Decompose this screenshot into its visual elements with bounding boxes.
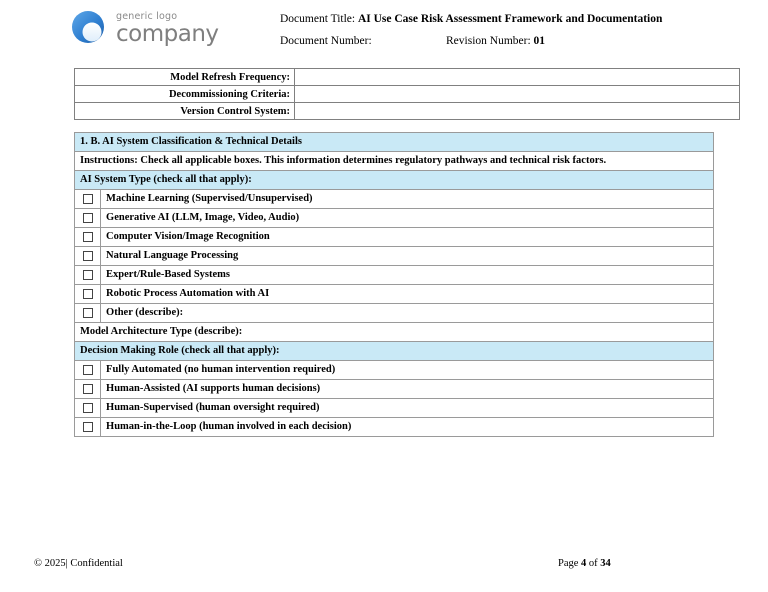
decision-making-role-heading-row (75, 342, 714, 361)
checkbox-icon (83, 270, 93, 280)
ai-system-type-title: AI System Type (check all that apply): (75, 171, 714, 190)
section-heading-row (75, 133, 714, 152)
page-of-label: of (588, 558, 598, 569)
option-label-human-assisted: Human-Assisted (AI supports human decisions) (101, 380, 714, 399)
table-row (75, 418, 714, 437)
option-label-robotic-process-automation: Robotic Process Automation with AI (101, 285, 714, 304)
page-current-number: 4 (581, 558, 587, 569)
table-row (75, 380, 714, 399)
checkbox-generative-ai[interactable] (75, 209, 101, 228)
document-title-line (280, 8, 662, 30)
logo-generic-text: generic logo (116, 11, 178, 23)
page-total-number: 34 (600, 558, 611, 569)
model-architecture-row (75, 323, 714, 342)
option-label-expert-rule-based-systems: Expert/Rule-Based Systems (101, 266, 714, 285)
checkbox-icon (83, 365, 93, 375)
document-title-label: Document Title: (280, 13, 356, 25)
instructions-row (75, 152, 714, 171)
checkbox-computer-vision[interactable] (75, 228, 101, 247)
checkbox-icon (83, 289, 93, 299)
option-label-fully-automated: Fully Automated (no human intervention required) (101, 361, 714, 380)
ai-system-classification-table (74, 132, 714, 437)
checkbox-icon (83, 422, 93, 432)
option-label-machine-learning: Machine Learning (Supervised/Unsupervised) (101, 190, 714, 209)
table-row (75, 247, 714, 266)
model-architecture-label[interactable]: Model Architecture Type (describe): (75, 323, 714, 342)
meta-label-model-refresh-frequency: Model Refresh Frequency: (75, 69, 295, 86)
checkbox-expert-rule-based-systems[interactable] (75, 266, 101, 285)
checkbox-icon (83, 384, 93, 394)
option-label-generative-ai: Generative AI (LLM, Image, Video, Audio) (101, 209, 714, 228)
document-header (0, 0, 768, 62)
table-row (75, 190, 714, 209)
checkbox-icon (83, 194, 93, 204)
checkbox-icon (83, 213, 93, 223)
table-row (75, 266, 714, 285)
checkbox-natural-language-processing[interactable] (75, 247, 101, 266)
meta-value-version-control-system[interactable] (295, 103, 740, 120)
table-row (75, 399, 714, 418)
logo-circle-icon (68, 8, 110, 50)
document-number-label: Document Number: (280, 35, 372, 47)
footer-copyright: © 2025| Confidential (34, 558, 123, 569)
document-title-value: AI Use Case Risk Assessment Framework and Documentation (357, 13, 663, 25)
ai-system-type-heading-row (75, 171, 714, 190)
checkbox-icon (83, 232, 93, 242)
revision-number-group (446, 30, 545, 52)
checkbox-human-assisted[interactable] (75, 380, 101, 399)
revision-number-value: 01 (533, 35, 546, 47)
option-label-computer-vision: Computer Vision/Image Recognition (101, 228, 714, 247)
table-row (75, 285, 714, 304)
instructions-text: Instructions: Check all applicable boxes. This information determines regulatory pathways and technical risk factors. (75, 152, 714, 171)
decision-making-role-title: Decision Making Role (check all that apply): (75, 342, 714, 361)
checkbox-icon (83, 403, 93, 413)
page-prefix-label: Page (558, 558, 579, 569)
table-row (75, 103, 740, 120)
company-logo (68, 6, 238, 52)
table-row (75, 361, 714, 380)
table-row (75, 228, 714, 247)
meta-label-decommissioning-criteria: Decommissioning Criteria: (75, 86, 295, 103)
table-row (75, 209, 714, 228)
option-label-human-in-the-loop: Human-in-the-Loop (human involved in each decision) (101, 418, 714, 437)
table-row (75, 86, 740, 103)
document-footer (0, 558, 768, 578)
table-row (75, 304, 714, 323)
meta-value-model-refresh-frequency[interactable] (295, 69, 740, 86)
option-label-natural-language-processing: Natural Language Processing (101, 247, 714, 266)
checkbox-human-supervised[interactable] (75, 399, 101, 418)
revision-number-label: Revision Number: (446, 35, 531, 47)
checkbox-other-describe[interactable] (75, 304, 101, 323)
checkbox-machine-learning[interactable] (75, 190, 101, 209)
checkbox-human-in-the-loop[interactable] (75, 418, 101, 437)
logo-wordmark (116, 12, 219, 46)
table-row (75, 69, 740, 86)
meta-label-version-control-system: Version Control System: (75, 103, 295, 120)
logo-company-text: company (116, 20, 219, 47)
checkbox-robotic-process-automation[interactable] (75, 285, 101, 304)
document-number-line (280, 30, 662, 52)
section-heading: 1. B. AI System Classification & Technical Details (75, 133, 714, 152)
checkbox-icon (83, 251, 93, 261)
checkbox-fully-automated[interactable] (75, 361, 101, 380)
document-metadata-table (74, 68, 740, 120)
option-label-other-describe: Other (describe): (101, 304, 714, 323)
option-label-human-supervised: Human-Supervised (human oversight required) (101, 399, 714, 418)
footer-page-indicator (558, 558, 611, 569)
document-header-fields (280, 8, 662, 52)
checkbox-icon (83, 308, 93, 318)
meta-value-decommissioning-criteria[interactable] (295, 86, 740, 103)
